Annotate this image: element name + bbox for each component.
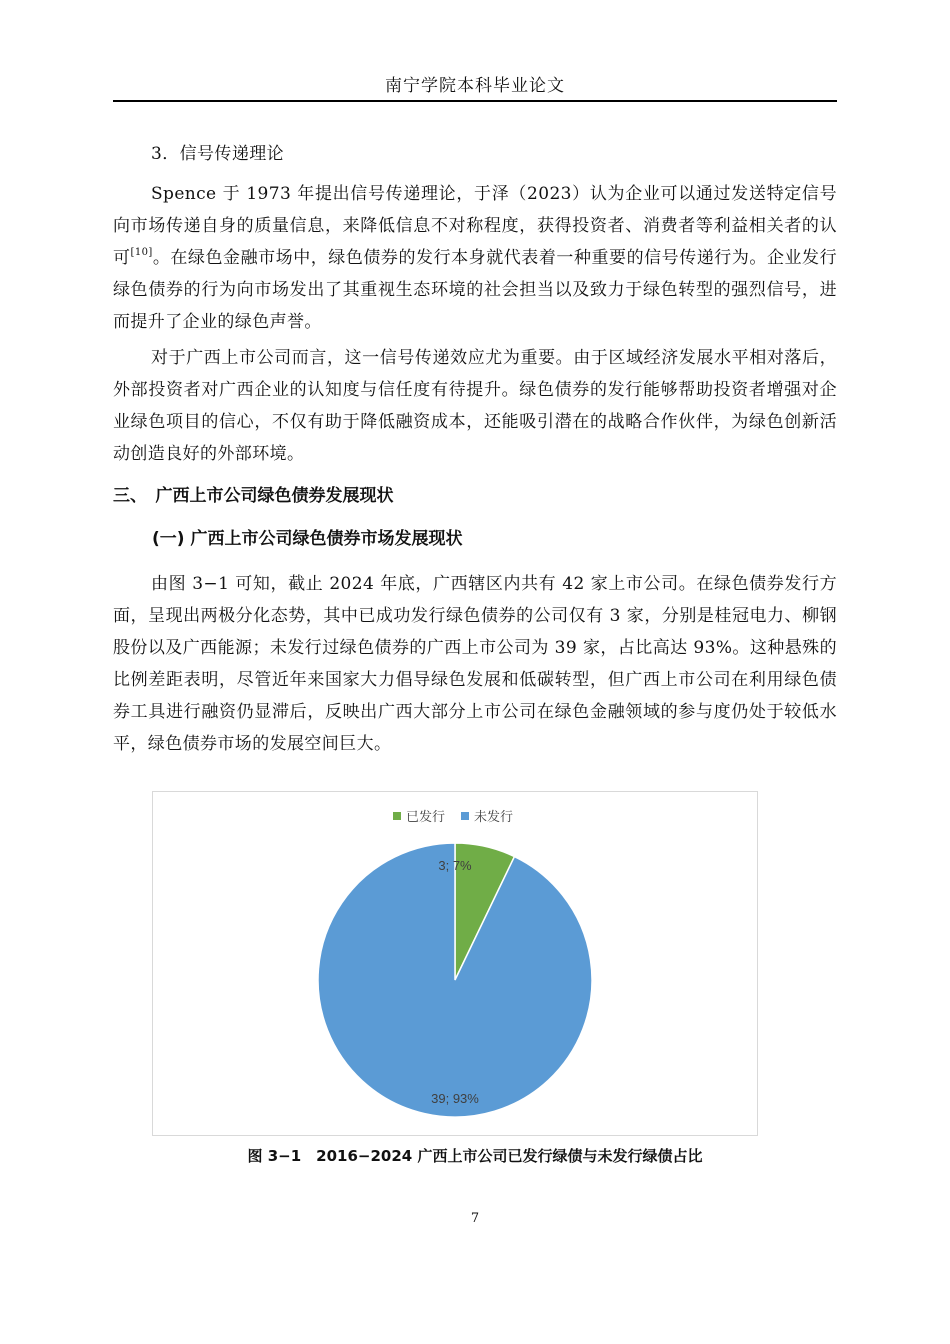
legend-swatch-not-issued xyxy=(461,812,469,820)
paragraph-spence-text-cont: 。在绿色金融市场中，绿色债券的发行本身就代表着一种重要的信号传递行为。企业发行绿色债券的行为向市场发出了其重视生态环境的社会担当以及致力于绿色转型的强烈信号，进而提升了企业的绿色声誉。 xyxy=(113,248,837,332)
subsection-title-signaling-theory xyxy=(113,138,837,170)
subsection-heading-3-1: (一) 广西上市公司绿色债券市场发展现状 xyxy=(152,529,463,549)
legend-label-not-issued: 未发行 xyxy=(474,810,514,825)
figure-caption: 图 3−1 2016−2024 广西上市公司已发行绿债与未发行绿债占比 xyxy=(247,1147,703,1165)
legend-label-issued: 已发行 xyxy=(406,810,446,825)
paragraph-market-status: 由图 3−1 可知，截止 2024 年底，广西辖区内共有 42 家上市公司。在绿色债券发行方面，呈现出两极分化态势，其中已成功发行绿色债券的公司仅有 3 家，分别是桂冠电力、柳钢股份以及广西能源；未发行过绿色债券的广西上市公司为 39 家，占比高达 93%。这种悬殊的比例差距表明，尽管近年来国家大力倡导绿色发展和低碳转型，但广西上市公司在利用绿色债券工具进行融资仍显滞后，反映出广西大部分上市公司在绿色金融领域的参与度仍处于较低水平，绿色债券市场的发展空间巨大。 xyxy=(113,574,837,754)
pie-chart-svg xyxy=(153,792,757,1135)
page-number: 7 xyxy=(470,1211,480,1226)
pie-data-label-issued: 3; 7% xyxy=(438,858,472,873)
paragraph-guangxi-signaling: 对于广西上市公司而言，这一信号传递效应尤为重要。由于区域经济发展水平相对落后，外部投资者对广西企业的认知度与信任度有待提升。绿色债券的发行能够帮助投资者增强对企业绿色项目的信心，不仅有助于降低融资成本，还能吸引潜在的战略合作伙伴，为绿色创新活动创造良好的外部环境。 xyxy=(113,348,837,464)
paragraph-spence-text: Spence 于 1973 年提出信号传递理论，于泽（2023）认为企业可以通过发送特定信号向市场传递自身的质量信息，来降低信息不对称程度，获得投资者、消费者等利益相关者的认可 xyxy=(113,184,837,268)
citation-marker: [10] xyxy=(130,247,153,258)
pie-chart xyxy=(152,791,758,1136)
section-heading-3: 三、 广西上市公司绿色债券发展现状 xyxy=(113,486,394,506)
paragraph-spence xyxy=(113,178,837,338)
legend-swatch-issued xyxy=(393,812,401,820)
page-header-title: 南宁学院本科毕业论文 xyxy=(385,76,565,96)
pie-data-label-not-issued: 39; 93% xyxy=(431,1091,479,1106)
header-divider xyxy=(113,100,837,102)
subsection-title-text: 3．信号传递理论 xyxy=(151,144,285,164)
pie-slice-not-issued xyxy=(318,843,592,1117)
